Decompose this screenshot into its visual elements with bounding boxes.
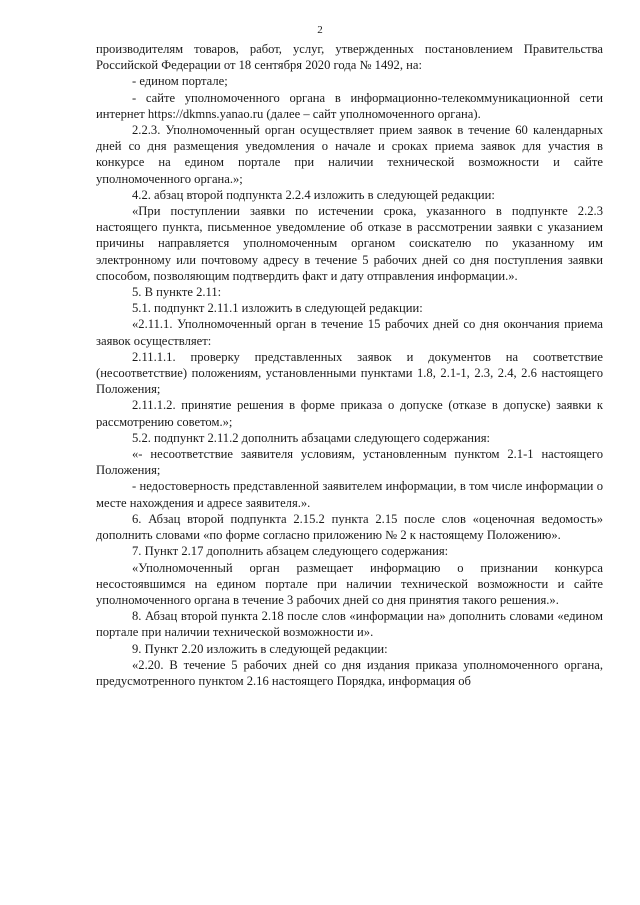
paragraph: 4.2. абзац второй подпункта 2.2.4 изложить в следующей редакции: bbox=[132, 187, 495, 202]
paragraph: «2.11.1. Уполномоченный орган в течение 15 рабочих дней со дня окончания приема заявок осуществляет: bbox=[96, 317, 603, 348]
paragraph: 9. Пункт 2.20 изложить в следующей редакции: bbox=[132, 641, 388, 656]
paragraph: «- несоответствие заявителя условиям, установленным пунктом 2.1-1 настоящего Положения; bbox=[96, 447, 603, 478]
paragraph: 2.11.1.2. принятие решения в форме приказа о допуске (отказе в допуске) заявки к рассмотрению советом.»; bbox=[96, 398, 603, 429]
paragraph: - едином портале; bbox=[132, 74, 228, 89]
paragraph: «При поступлении заявки по истечении срока, указанного в подпункте 2.2.3 настоящего пункта, письменное уведомление об отказе в рассмотрении заявки с указанием причины направляется уполномоченным органом соискателю по указанному им электронному или почтовому адресу в течение 5 рабочих дней со дня поступления заявки способом, позволяющим подтвердить факт и дату отправления информации.». bbox=[96, 204, 603, 283]
paragraph: - сайте уполномоченного органа в информационно-телекоммуникационной сети интернет https://dkmns.yanao.ru (далее – сайт уполномоченного органа). bbox=[96, 90, 603, 121]
paragraph: «2.20. В течение 5 рабочих дней со дня издания приказа уполномоченного органа, предусмотренного пунктом 2.16 настоящего Порядка, информация об bbox=[96, 657, 603, 688]
paragraph: «Уполномоченный орган размещает информацию о признании конкурса несостоявшимся на едином портале при наличии технической возможности и сайте уполномоченного органа в течение 3 рабочих дней со дня принятия такого решения.». bbox=[96, 560, 603, 607]
page-number: 2 bbox=[317, 24, 323, 36]
paragraph: 7. Пункт 2.17 дополнить абзацем следующего содержания: bbox=[132, 544, 449, 559]
paragraph: - недостоверность представленной заявителем информации, в том числе информации о месте нахождения и адресе заявителя.». bbox=[96, 479, 603, 510]
paragraph: 6. Абзац второй подпункта 2.15.2 пункта 2.15 после слов «оценочная ведомость» дополнить словами «по форме согласно приложению № 2 к настоящему Положению». bbox=[96, 511, 603, 543]
document-body bbox=[96, 41, 603, 689]
paragraph: 8. Абзац второй пункта 2.18 после слов «информации на» дополнить словами «едином портале при наличии технической возможности и». bbox=[96, 609, 603, 640]
paragraph: 5. В пункте 2.11: bbox=[132, 285, 222, 300]
paragraph: производителям товаров, работ, услуг, утвержденных постановлением Правительства Российской Федерации от 18 сентября 2020 года № 1492, на: bbox=[96, 42, 603, 73]
paragraph: 2.11.1.1. проверку представленных заявок и документов на соответствие (несоответствие) положениям, установленными пунктами 1.8, 2.1-1, 2.3, 2.4, 2.6 настоящего Положения; bbox=[96, 349, 603, 397]
paragraph: 2.2.3. Уполномоченный орган осуществляет прием заявок в течение 60 календарных дней со дня размещения уведомления о начале и сроках приема заявок для участия в конкурсе на едином портале при наличии технической возможности и сайте уполномоченного органа.»; bbox=[96, 123, 603, 186]
paragraph: 5.2. подпункт 2.11.2 дополнить абзацами следующего содержания: bbox=[132, 430, 491, 445]
paragraph: 5.1. подпункт 2.11.1 изложить в следующей редакции: bbox=[132, 301, 423, 316]
